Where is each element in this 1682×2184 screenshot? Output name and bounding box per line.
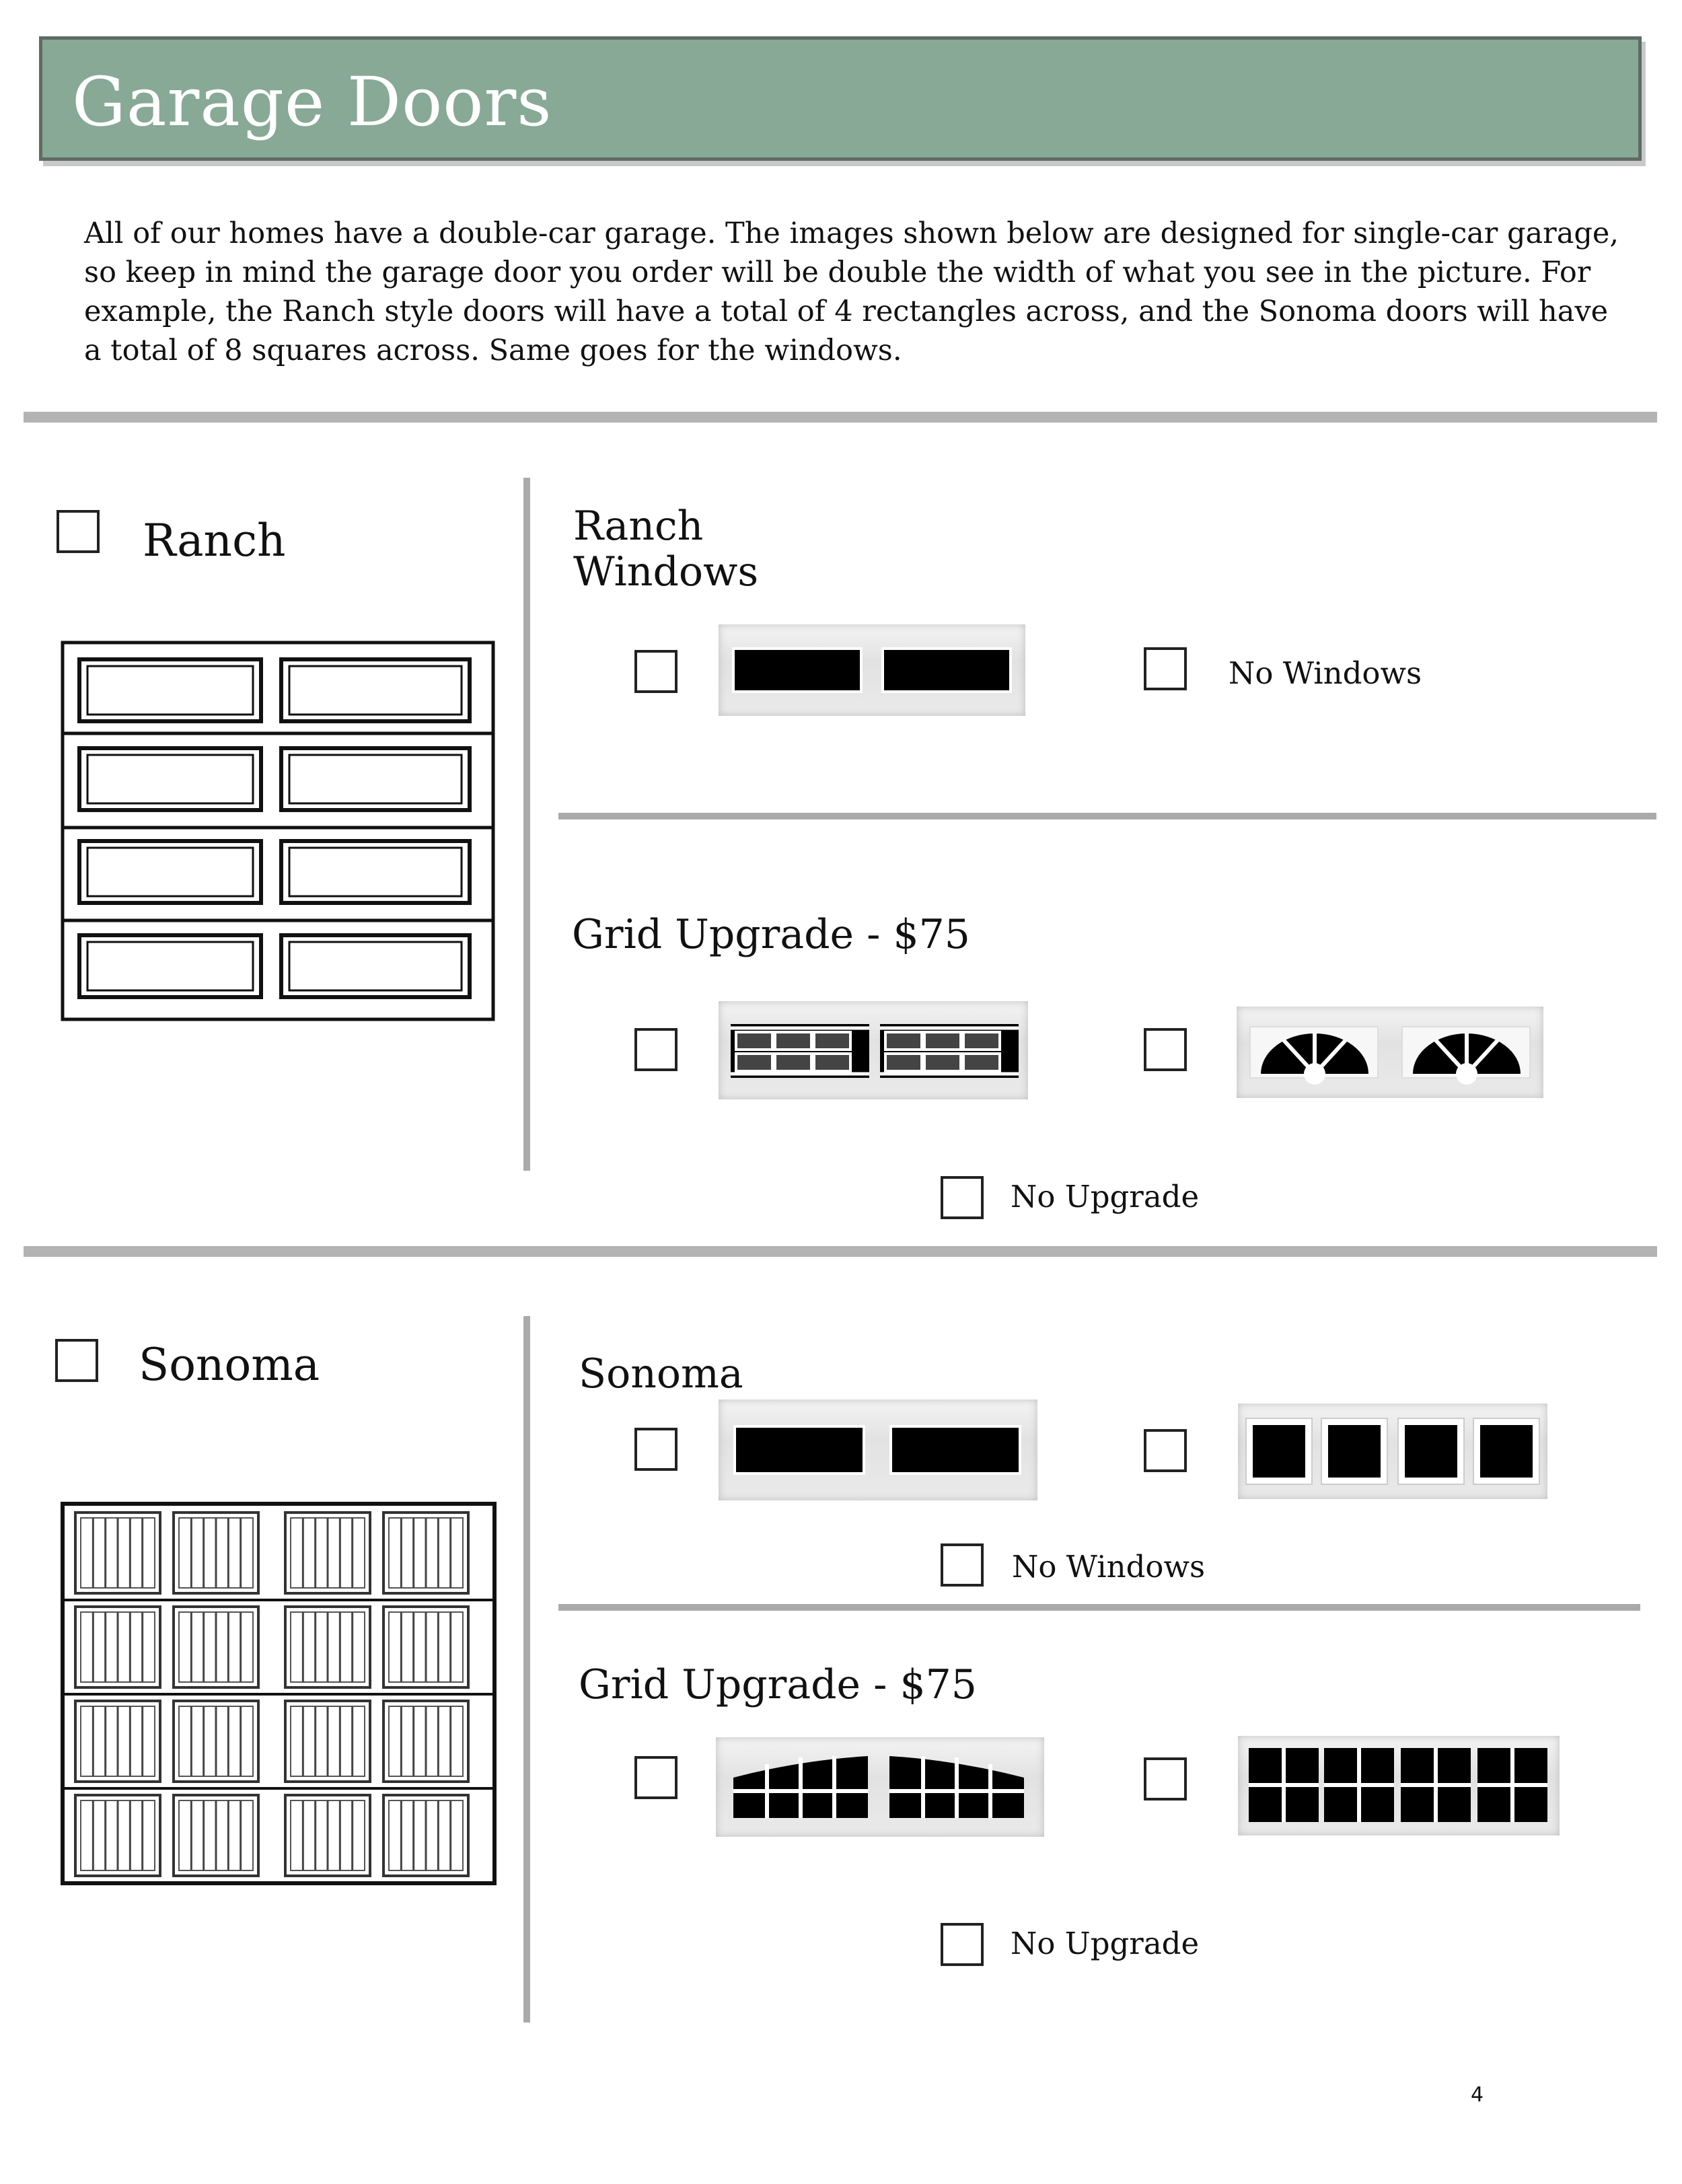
section-divider-top (24, 412, 1657, 423)
sonoma-grid-arch-checkbox[interactable] (634, 1756, 678, 1799)
sonoma-no-windows-checkbox[interactable] (941, 1543, 984, 1587)
ranch-grid-rect-image (719, 1001, 1028, 1099)
sonoma-grid-square-image (1238, 1736, 1560, 1835)
ranch-windows-title: Ranch Windows (573, 503, 759, 595)
ranch-no-windows-checkbox[interactable] (1144, 647, 1187, 690)
sonoma-door-label: Sonoma (139, 1339, 320, 1391)
sonoma-grid-square-checkbox[interactable] (1144, 1757, 1187, 1800)
sonoma-grid-arch-image (716, 1737, 1044, 1837)
sonoma-no-windows-label: No Windows (1012, 1549, 1206, 1585)
sonoma-vertical-divider (523, 1316, 530, 2023)
sonoma-door-image (61, 1502, 497, 1885)
sonoma-window-rect-checkbox[interactable] (634, 1428, 678, 1471)
title-bar (39, 36, 1642, 161)
ranch-no-windows-label: No Windows (1229, 655, 1422, 691)
ranch-grid-arch-image (1237, 1007, 1543, 1098)
ranch-no-upgrade-label: No Upgrade (1011, 1179, 1200, 1214)
page-number: 4 (1471, 2083, 1484, 2107)
sonoma-inner-divider (558, 1604, 1640, 1611)
ranch-door-image (61, 641, 495, 1021)
ranch-door-checkbox[interactable] (57, 510, 100, 553)
ranch-vertical-divider (523, 478, 530, 1171)
sonoma-window-square-checkbox[interactable] (1144, 1429, 1187, 1472)
intro-paragraph: All of our homes have a double-car garage. The images shown below are designed for single-car garage, so keep in mind the garage door you order will be double the width of what you see in the picture. For example, the Ranch style doors will have a total of 4 rectangles across, and the Sonoma doors will have a total of 8 squares across. Same goes for the windows. (84, 217, 1619, 367)
ranch-grid-rect-checkbox[interactable] (634, 1028, 678, 1071)
ranch-grid-arch-checkbox[interactable] (1144, 1028, 1187, 1071)
ranch-window-plain-image (719, 624, 1025, 716)
section-divider-middle (24, 1246, 1657, 1257)
sonoma-windows-title: Sonoma (579, 1350, 743, 1397)
sonoma-window-square-image (1238, 1404, 1547, 1499)
sonoma-grid-title: Grid Upgrade - $75 (579, 1661, 977, 1708)
ranch-no-upgrade-checkbox[interactable] (941, 1176, 984, 1219)
ranch-grid-title: Grid Upgrade - $75 (572, 911, 970, 958)
sonoma-window-rect-image (719, 1399, 1037, 1500)
sonoma-door-checkbox[interactable] (55, 1339, 98, 1382)
sonoma-no-upgrade-checkbox[interactable] (941, 1923, 984, 1966)
page-title: Garage Doors (72, 63, 552, 141)
sonoma-no-upgrade-label: No Upgrade (1011, 1926, 1200, 1961)
ranch-door-label: Ranch (143, 515, 286, 567)
ranch-window-plain-checkbox[interactable] (634, 650, 678, 693)
ranch-inner-divider (558, 813, 1656, 820)
